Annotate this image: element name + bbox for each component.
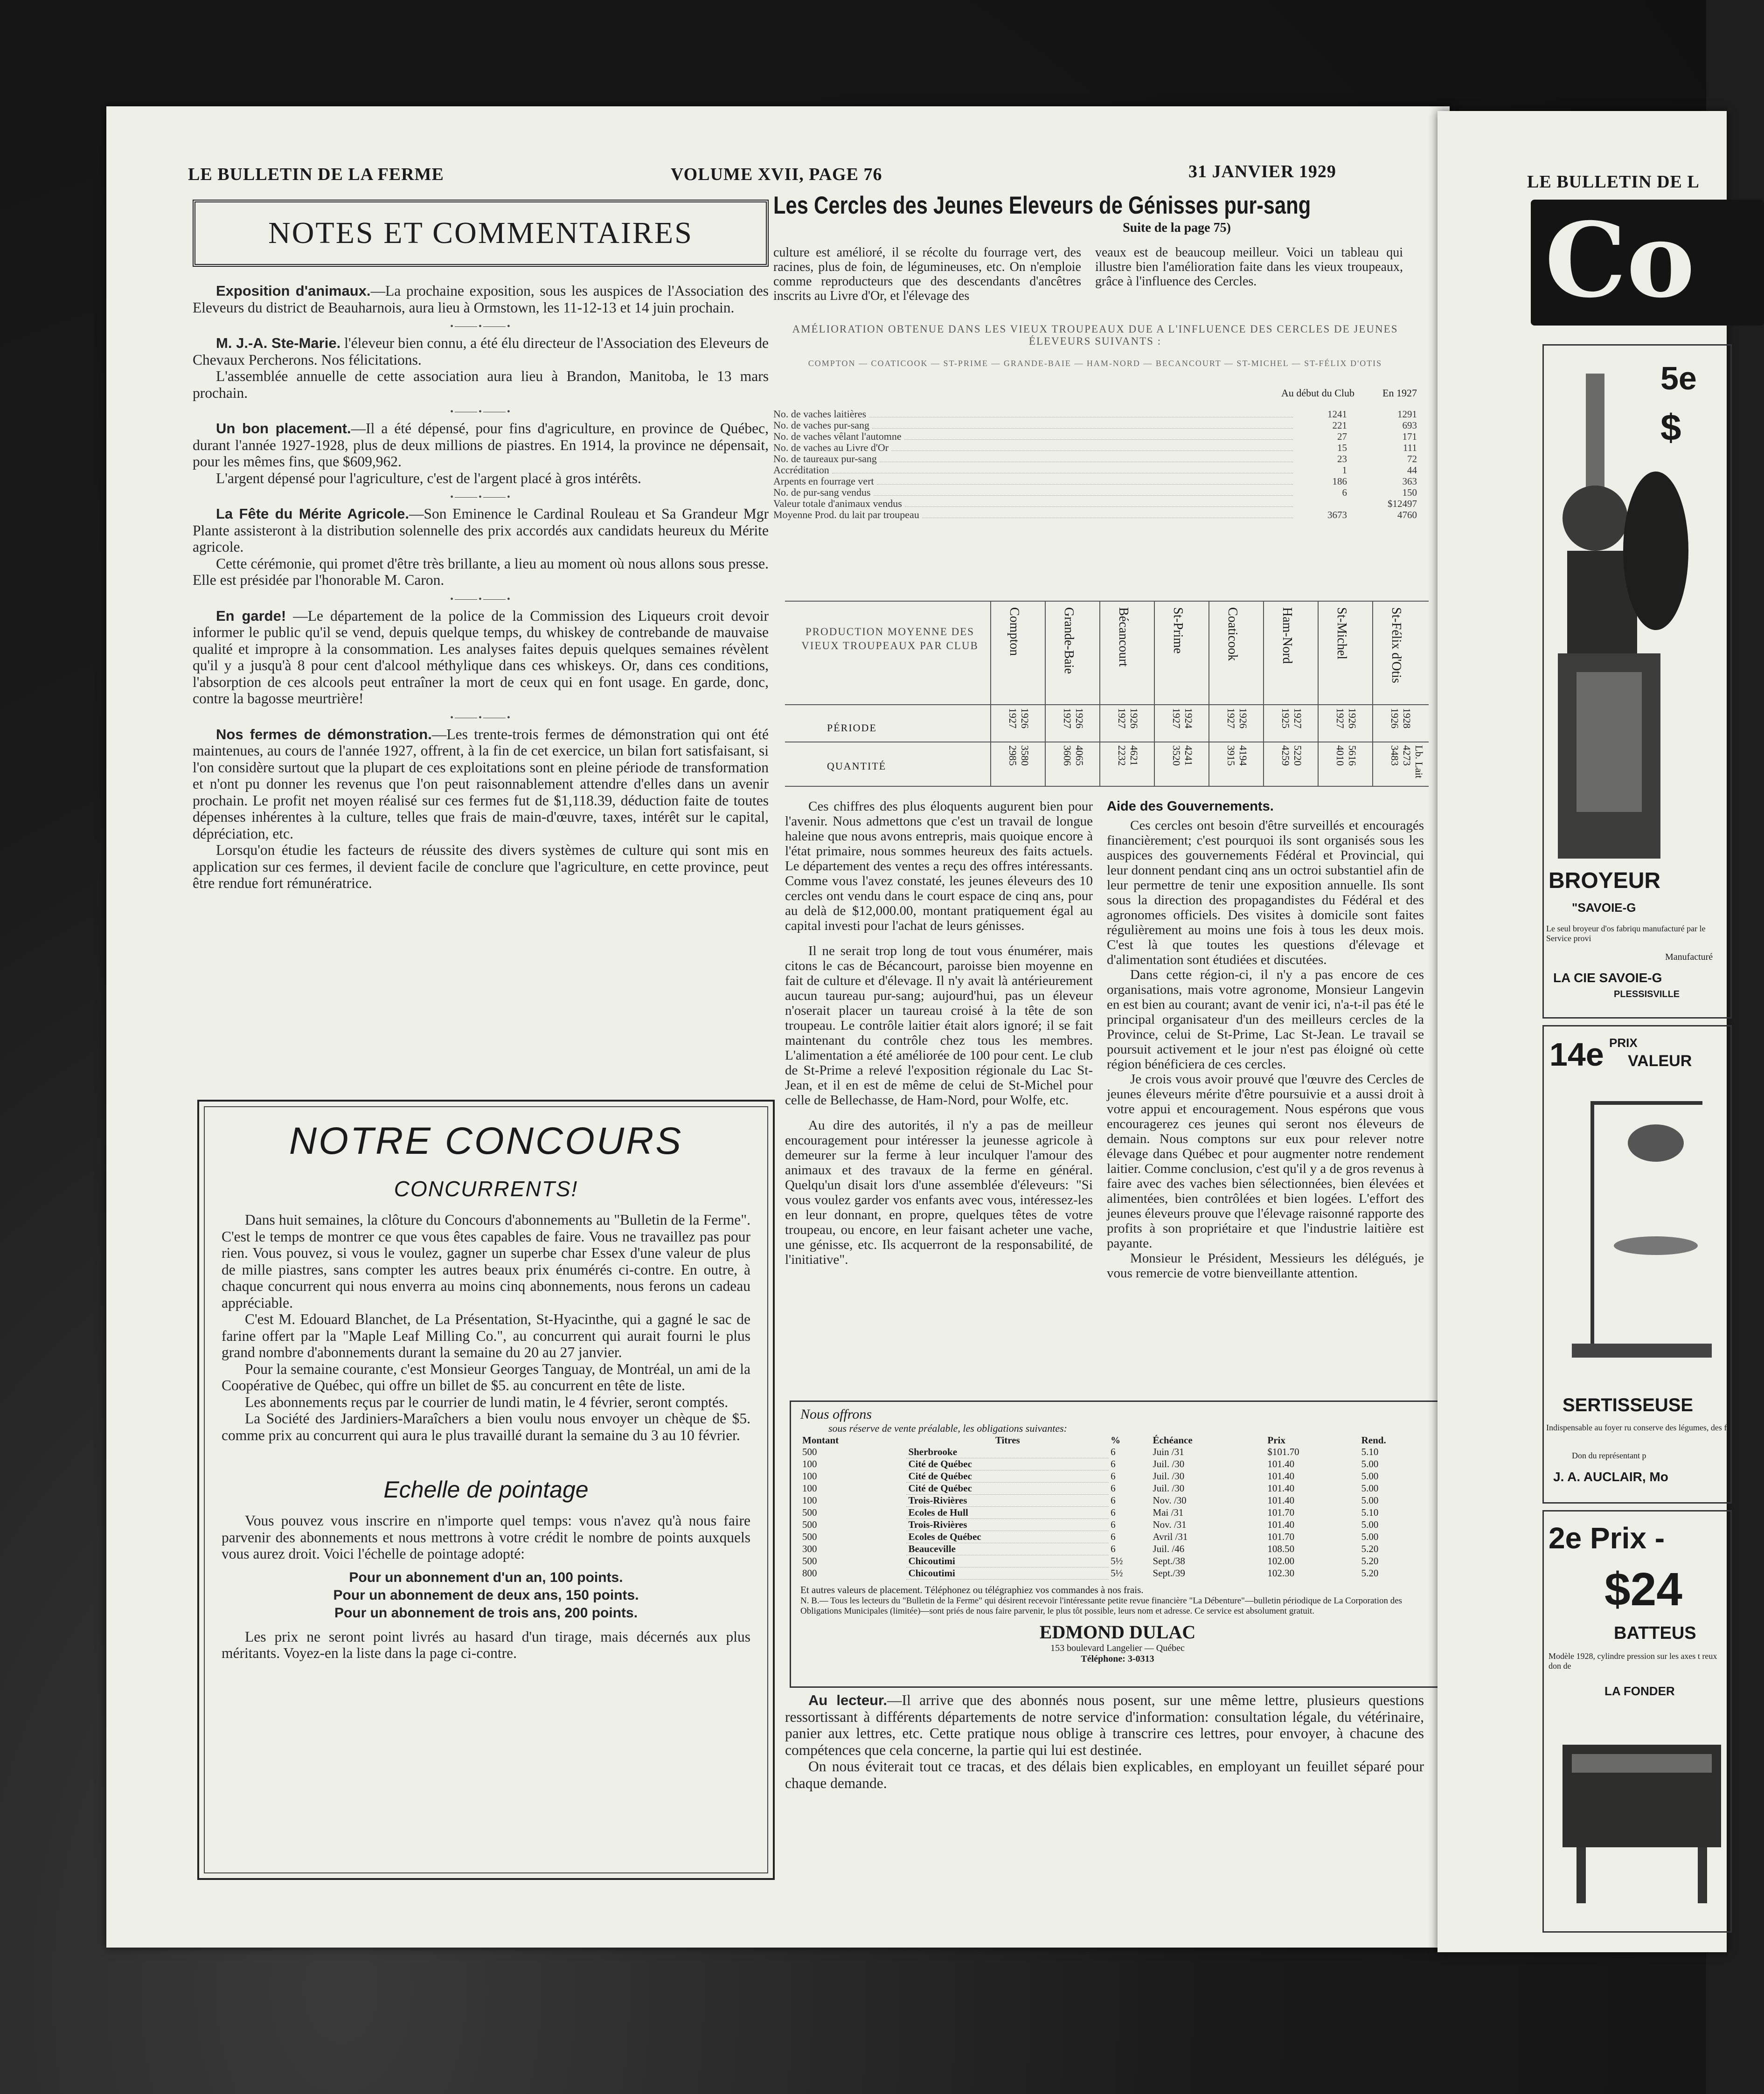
note-item-extra: Lorsqu'on étudie les facteurs de réussite des divers systèmes de culture qui sont mis en application sur ces fermes, il devient facile de conclure que l'agriculture, en cette province, peut être rendue fort rémunératrice. (193, 842, 769, 891)
prize-rank: 2e Prix - (1549, 1521, 1665, 1555)
concours-box (197, 1100, 775, 1880)
savoie-label: "SAVOIE-G (1572, 901, 1636, 915)
article-title: Les Cercles des Jeunes Eleveurs de Génisses pur-sang (773, 192, 1311, 219)
bonds-table (800, 1435, 1435, 1580)
aide-title: Aide des Gouvernements. (1107, 799, 1274, 814)
quantite-cell: 4065 3606 (1062, 745, 1085, 766)
club-name: Coaticook (1225, 607, 1240, 661)
article-paragraph: Je crois vous avoir prouvé que l'œuvre des Cercles de jeunes éleveurs mérite d'être poursuivie et a aussi droit à votre appui et encouragement. Nous espérons que vous encouragerez ces jeunes qui seront nos éleveurs de demain. Nous comptons sur eux pour relever notre élevage dans Québec et pour augmenter notre rendement laitier. Comme conclusion, c'est qu'il y a de gros revenus à faire avec des vaches bien sélectionnées, bien élevées et alimentées, bien contrôlées et bien logées. L'effort des jeunes éleveurs prouve que l'élevage raisonné rapporte des profits à son propriétaire et que l'industrie laitière est payante. (1107, 1072, 1424, 1251)
table-row: No. de taureaux pur-sang 23 72 (773, 453, 1417, 465)
next-page-header: LE BULLETIN DE L (1527, 172, 1700, 192)
periode-cell: 1926 1927 (1334, 708, 1358, 728)
periode-cell: 1926 1927 (1062, 708, 1085, 728)
quantite-cell: 4194 3915 (1225, 745, 1249, 766)
concours-paragraph: Pour la semaine courante, c'est Monsieur Georges Tanguay, de Montréal, un ami de la Coopérative de Québec, qui offre un billet de $5. au concurrent en tête de liste. (222, 1360, 750, 1394)
bond-row: 500 Chicoutimi 5½ Sept./38 102.00 5.20 (802, 1555, 1379, 1567)
article-paragraph: Il ne serait trop long de tout vous énumérer, mais citons le cas de Bécancourt, paroisse bien moyenne en fait de culture et d'élevage. Il n'y avait là antérieurement aucun taureau pur-sang; aujourd'hui, pas un éleveur n'oserait placer un taureau croisé à la tête de son troupeau. Le contrôle laitier était alors ignoré; il se fait maintenant du contrôle chez tous les membres. L'alimentation a été améliorée de 100 pour cent. Le club de St-Prime a relevé l'exposition régionale du Lac St-Jean, et il en est de même de celui de St-Michel pour celle de Bellechasse, de Ham-Nord, pour Wolfe, etc. (785, 943, 1093, 1108)
article-col-right (1107, 799, 1424, 1281)
batteuse-desc: Modèle 1928, cylindre pression sur les axes t reux don de (1549, 1651, 1717, 1671)
club-name: Compton (1007, 607, 1021, 656)
bonds-address: 153 boulevard Langelier — Québec (1050, 1643, 1185, 1653)
table-row: No. de vaches pur-sang 221 693 (773, 419, 1417, 431)
table-row: Arpents en fourrage vert 186 363 (773, 475, 1417, 487)
note-item: Exposition d'animaux.—La prochaine exposition, sous les auspices de l'Association des Eleveurs du district de Beauharnois, aura lieu à Ormstown, les 11-12-13 et 14 juin prochain. (193, 283, 769, 316)
bonds-phone: Téléphone: 3-0313 (1081, 1654, 1154, 1664)
sertisseuse-desc: Indispensable au foyer ru conserve des légumes, des f (1546, 1423, 1727, 1432)
sertisseuse-title: SERTISSEUSE (1563, 1395, 1694, 1415)
don-text: Don du représentant p (1572, 1451, 1646, 1460)
notes-title-box (193, 200, 769, 267)
ad-sertisseuse (1542, 1025, 1732, 1504)
echelle-text: Vous pouvez vous inscrire en n'importe quel temps: vous n'avez qu'à nous faire parvenir des abonnements et nous mettrons à votre crédit le nombre de points auxquels vous aurez droit. Voici l'échelle de pointage adopté: (222, 1512, 750, 1562)
article-paragraph: Monsieur le Président, Messieurs les délégués, je vous remercie de votre bienveillante attention. (1107, 1251, 1424, 1281)
bonds-subtitle: sous réserve de vente préalable, les obligations suivantes: (828, 1422, 1068, 1434)
article-paragraph: Dans cette région-ci, il n'y a pas encore de ces organisations, mais votre agronome, Monsieur Langevin en est bien au courant; avant de venir ici, n'a-t-il pas été le principal organisateur d'un des meilleurs cercles de la Province, celui de St-Prime, Lac St-Jean. Le travail se poursuit activement et le jour n'est pas éloigné où cette région bénéficiera de ces cercles. (1107, 967, 1424, 1072)
table1-header: En 1927 (1382, 387, 1417, 399)
table-divider (1154, 602, 1155, 786)
periode-cell: 1924 1927 (1171, 708, 1195, 728)
bond-row: 500 Ecoles de Hull 6 Mai /31 101.70 5.10 (802, 1507, 1379, 1518)
sealer-illustration (1563, 1092, 1726, 1381)
table1-clubs: COMPTON — COATICOOK — ST-PRIME — GRANDE-BAIE — HAM-NORD — BECANCOURT — ST-MICHEL — ST-FÉLIX D'OTIS (808, 359, 1382, 368)
table-row: No. de vaches vêlant l'automne 27 171 (773, 430, 1417, 442)
article-paragraph: Au dire des autorités, il n'y a pas de meilleur encouragement pour intéresser la jeunesse agricole à demeurer sur la ferme à leur inculquer l'amour des animaux et des travaux de la ferme en général. Quelqu'un disait lors d'une assemblée d'éleveurs: "Si vous voulez garder vos enfants avec vous, intéressez-les en leur donnant, en propre, quelques têtes de votre troupeau, ou encore, en leur faisant acheter une vache, une génisse, etc. Ils acquerront de la responsabilité, de l'initiative". (785, 1118, 1093, 1267)
article-col-left (785, 799, 1093, 1267)
points-line: Pour un abonnement d'un an, 100 points. (349, 1569, 623, 1585)
table2-caption: PRODUCTION MOYENNE DES VIEUX TROUPEAUX PAR CLUB (801, 626, 979, 652)
note-item-extra: L'argent dépensé pour l'agriculture, c'est de l'argent placé à gros intérêts. (216, 470, 641, 486)
prize-rank: 14e (1549, 1036, 1604, 1073)
newspaper-page (106, 106, 1450, 1948)
bonds-title: Nous offrons (800, 1407, 872, 1422)
prize-price: $ (1660, 407, 1681, 448)
bonds-note: N. B.— Tous les lecteurs du "Bulletin de la Ferme" qui désirent recevoir l'intéressante petite revue financière "La Débenture"—bulletin périodique de La Corporation des Obligations Municipales (limitée)—sont priés de nous faire parvenir, le plus tôt possible, leurs nom et adresse. Ce service est absolument gratuit. (800, 1596, 1403, 1616)
volume-page: VOLUME XVII, PAGE 76 (671, 165, 882, 184)
club-name: St-Michel (1334, 607, 1349, 659)
note-item-extra: L'assemblée annuelle de cette association aura lieu à Brandon, Manitoba, le 13 mars prochain. (193, 368, 769, 401)
bond-row: 100 Cité de Québec 6 Juil. /30 101.40 5.00 (802, 1458, 1379, 1470)
quantite-cell: 5616 4010 (1334, 745, 1358, 766)
club-name: St-Prime (1171, 607, 1185, 654)
periode-cell: 1927 1925 (1280, 708, 1304, 728)
valeur-label: VALEUR (1628, 1052, 1692, 1070)
periode-cell: 1926 1927 (1007, 708, 1031, 728)
concours-subtitle: CONCURRENTS! (394, 1177, 578, 1201)
separator: •⸻•⸻• (450, 407, 511, 417)
bond-row: 100 Trois-Rivières 6 Nov. /30 101.40 5.00 (802, 1495, 1379, 1506)
periode-cell: 1926 1927 (1225, 708, 1249, 728)
table-row: No. de pur-sang vendus 6 150 (773, 486, 1417, 498)
prize-price: $24 (1604, 1563, 1682, 1616)
points-line: Pour un abonnement de deux ans, 150 points. (333, 1587, 639, 1603)
quantite-cell: 5220 4259 (1280, 745, 1304, 766)
bond-row: 500 Ecoles de Québec 6 Avril /31 101.70 5.00 (802, 1531, 1379, 1542)
concours-paragraph: Les abonnements reçus par le courrier de lundi matin, le 4 février, seront comptés. (245, 1394, 729, 1410)
table-divider (1263, 602, 1264, 786)
intro-left: culture est amélioré, il se récolte du fourrage vert, des racines, plus de foin, de légumineuses, etc. On n'emploie comme reproducteurs que des descendants d'ancêtres inscrits au Livre d'Or, et l'élevage des (773, 245, 1081, 303)
club-name: Ham-Nord (1280, 607, 1294, 664)
table-divider (1045, 602, 1046, 786)
notes-title: NOTES ET COMMENTAIRES (268, 216, 693, 250)
bond-row: 300 Beauceville 6 Juil. /46 108.50 5.20 (802, 1543, 1379, 1554)
separator: •⸻•⸻• (450, 492, 511, 502)
concours-paragraph: La Société des Jardiniers-Maraîchers a bien voulu nous envoyer un chèque de $5. comme prix au concurrent qui aura le plus travaillé durant la semaine du 3 au 10 février. (222, 1410, 750, 1443)
lecteur-text: Au lecteur.—Il arrive que des abonnés nous posent, sur une même lettre, plusieurs questions ressortissant à différents départements de notre service d'information: consultation légale, du vétérinaire, panier aux lettres, etc. Cette pratique nous oblige à transcrire ces lettres, pour envoyer, à chacune des compétences que cela concerne, la partie qui lui est destinée. (785, 1692, 1424, 1758)
bond-row: 500 Sherbrooke 6 Juin /31 $101.70 5.10 (802, 1446, 1379, 1458)
article-intro (773, 245, 1417, 303)
broyeur-desc: Le seul broyeur d'os fabriqu manufacturé par le Service provi (1546, 924, 1706, 943)
company-city: PLESSISVILLE (1614, 989, 1680, 999)
production-table (785, 601, 1429, 787)
article-area (773, 191, 1440, 236)
table1-header-row (773, 387, 1417, 399)
note-item: Nos fermes de démonstration.—Les trente-trois fermes de démonstration qui ont été maintenues, au cours de l'année 1927, offrent, à la fin de cet exercice, un bilan fort satisfaisant, si l'on considère surtout que la plupart de ces exploitations sont en pleine période de transformation et n'ont pu donner les revenus que l'on peut raisonnablement attendre d'elles dans un avenir prochain. Le profit net moyen réalisé sur ces fermes fut de $1,118.39, déduction faite de toutes dépenses inhérentes à la culture, telles que frais de main-d'œuvre, taxes, intérêt sur le capital, dépréciation, etc. (193, 726, 769, 842)
bond-row: 800 Chicoutimi 5½ Sept./39 102.30 5.20 (802, 1567, 1379, 1579)
bond-row: 500 Trois-Rivières 6 Nov. /31 101.40 5.00 (802, 1519, 1379, 1530)
note-item: M. J.-A. Ste-Marie. l'éleveur bien connu, a été élu directeur de l'Association des Eleveurs de Chevaux Percherons. Nos félicitations. (193, 335, 769, 368)
table1-caption: AMÉLIORATION OBTENUE DANS LES VIEUX TROUPEAUX DUE A L'INFLUENCE DES CERCLES DE JEUNES ÉLEVEURS SUIVANTS : (792, 323, 1398, 347)
company-name: LA CIE SAVOIE-G (1553, 971, 1662, 985)
banner-text: Co (1545, 200, 1695, 320)
article-paragraph: Ces chiffres des plus éloquents augurent bien pour l'avenir. Nous admettons que c'est un travail de longue haleine que nous avons entrepris, mais quoique encore à l'état primaire, nous sommes heureux des faits actuels. Le département des ventes a reçu des offres intéressants. Comme vous l'avez constaté, les jeunes éleveurs des 10 cercles ont vendu dans le court espace de cinq ans, pour au delà de $12,000.00, montant pratiquement égal au capital investi pour l'achat de leurs génisses. (785, 799, 1093, 933)
lecteur-notice (785, 1692, 1424, 1791)
echelle-title: Echelle de pointage (383, 1477, 589, 1503)
concours-closing: Les prix ne seront point livrés au hasard d'un tirage, mais décernés aux plus méritants. Voyez-en la liste dans la page ci-contre. (222, 1628, 750, 1661)
intro-right: veaux est de beaucoup meilleur. Voici un tableau qui illustre bien l'amélioration faite dans les vieux troupeaux, grâce à l'influence des Cercles. (1095, 245, 1403, 289)
separator: •⸻•⸻• (450, 321, 511, 332)
ad-broyeur (1542, 344, 1732, 1019)
manufacture-label: Manufacturé (1665, 952, 1713, 962)
note-item: En garde! —Le département de la police de la Commission des Liqueurs croit devoir informer le public qu'il se vend, depuis quelque temps, du whiskey de contrebande de mauvaise qualité et impropre à la consommation. Les analyses faites depuis quelques semaines révèlent qu'il y a jusqu'à 8 pour cent d'alcool méthylique dans ces whiskeys. Or, dans ces conditions, l'absorption de ces alcools peut entraîner la mort de ceux qui en font usage. En garde, donc, contre la bagosse meurtrière! (193, 607, 769, 707)
note-item: Un bon placement.—Il a été dépensé, pour fins d'agriculture, en province de Québec, durant l'année 1927-1928, plus de deux millions de piastres. En 1914, la province ne dépensait, pour les mêmes fins, que $609,962. (193, 420, 769, 470)
table1-body (773, 409, 1417, 520)
bonds-header-row: Montant Titres % Échéance Prix Rend. (802, 1435, 1386, 1446)
publication-name: LE BULLETIN DE LA FERME (188, 165, 444, 184)
table-divider (1208, 602, 1209, 786)
broyeur-title: BROYEUR (1549, 868, 1661, 893)
table-divider (1099, 602, 1100, 786)
quantite-cell: Lb. Lait 4273 3483 (1389, 745, 1425, 778)
concours-paragraph: Dans huit semaines, la clôture du Concours d'abonnements au "Bulletin de la Ferme". C'est le temps de montrer ce que vous êtes capables de faire. Vous ne travaillez pas pour rien. Vous pouvez, si vous le voulez, gagner un superbe char Essex d'une valeur de plus de mille piastres, sans compter les autres beaux prix énumérés ci-contre. En outre, à chaque concurrent qui nous enverra au moins cinq abonnements, nous ferons un cadeau appréciable. (222, 1212, 750, 1311)
auclair-name: J. A. AUCLAIR, Mo (1553, 1470, 1668, 1484)
table-divider (1372, 602, 1373, 786)
bonds-company: EDMOND DULAC (1039, 1622, 1196, 1643)
table-row: No. de vaches au Livre d'Or 15 111 (773, 442, 1417, 453)
concours-inner (204, 1106, 768, 1873)
periode-label: PÉRIODE (827, 722, 877, 734)
improvement-table (773, 323, 1417, 520)
prize-label: PRIX (1609, 1036, 1638, 1050)
club-name: Bécancourt (1116, 607, 1131, 667)
issue-date: 31 JANVIER 1929 (1188, 162, 1336, 181)
notes-column (193, 200, 769, 892)
batteuse-title: BATTEUS (1614, 1623, 1696, 1643)
concours-title: NOTRE CONCOURS (289, 1120, 683, 1162)
quantite-cell: 4241 3520 (1171, 745, 1195, 766)
club-name: St-Félix d'Otis (1389, 607, 1403, 683)
bond-row: 100 Cité de Québec 6 Juil. /30 101.40 5.00 (802, 1483, 1379, 1494)
table-row: No. de vaches laitières 1241 1291 (773, 408, 1417, 420)
concours-paragraph: C'est M. Edouard Blanchet, de La Présentation, St-Hyacinthe, qui a gagné le sac de farine offert par la "Maple Leaf Milling Co.", au concurrent qui aurait fourni le plus grand nombre d'abonnements durant la semaine du 20 au 27 janvier. (222, 1311, 750, 1360)
thresher-illustration (1549, 1707, 1726, 1913)
bonds-ad (790, 1401, 1445, 1688)
article-paragraph: Ces cercles ont besoin d'être surveillés et encouragés financièrement; c'est pourquoi ils sont organisés sous les auspices des gouvernements Fédéral et Provincial, qui leur donnent pendant cinq ans un octroi substantiel afin de leur permettre de tenir une exposition annuelle. Ils sont sous la direction des propagandistes du Fédéral et des agronomes officiels. Des visites à domicile sont faites régulièrement au moins une fois à tous les deux mois. C'est là que toutes les questions d'élevage et d'alimentation sont étudiées et discutées. (1107, 818, 1424, 967)
bond-row: 100 Cité de Québec 6 Juil. /30 101.40 5.00 (802, 1470, 1379, 1482)
table-row: Accréditation 1 44 (773, 464, 1417, 476)
club-name: Grande-Baie (1062, 607, 1076, 674)
fonderie-name: LA FONDER (1604, 1684, 1675, 1698)
points-line: Pour un abonnement de trois ans, 200 points. (334, 1605, 638, 1621)
table-divider (1318, 602, 1319, 786)
periode-cell: 1926 1927 (1116, 708, 1140, 728)
bonds-note: Et autres valeurs de placement. Téléphonez ou télégraphiez vos commandes à nos frais. (800, 1584, 1144, 1595)
table-row: Valeur totale d'animaux vendus $12497 (773, 498, 1417, 509)
table-row: Moyenne Prod. du lait par troupeau 3673 4760 (773, 509, 1417, 520)
banner (1531, 200, 1764, 326)
table1-header: Au début du Club (1281, 387, 1355, 399)
separator: •⸻•⸻• (450, 712, 511, 723)
quantite-cell: 3580 2985 (1007, 745, 1031, 766)
note-item-extra: Cette cérémonie, qui promet d'être très brillante, a lieu au moment où nous allons sous presse. Elle est présidée par l'honorable M. Caron. (193, 555, 769, 588)
lecteur-extra: On nous éviterait tout ce tracas, et des délais bien explicables, en employant un feuillet séparé pour chaque demande. (785, 1758, 1424, 1791)
ad-batteuse (1542, 1510, 1732, 1933)
separator: •⸻•⸻• (450, 594, 511, 604)
prize-number: 5e (1660, 360, 1697, 396)
note-item: La Fête du Mérite Agricole.—Son Eminence le Cardinal Rouleau et Sa Grandeur Mgr Plante assisteront à la distribution solennelle des prix accordés aux candidats heureux du Mérite agricole. (193, 506, 769, 555)
quantite-label: QUANTITÉ (827, 760, 887, 772)
next-page (1438, 111, 1727, 1952)
grinder-illustration (1549, 364, 1726, 859)
table-divider (990, 602, 991, 786)
quantite-cell: 4621 2232 (1116, 745, 1140, 766)
periode-cell: 1928 1926 (1389, 708, 1413, 728)
article-suite: Suite de la page 75) (1123, 221, 1231, 235)
